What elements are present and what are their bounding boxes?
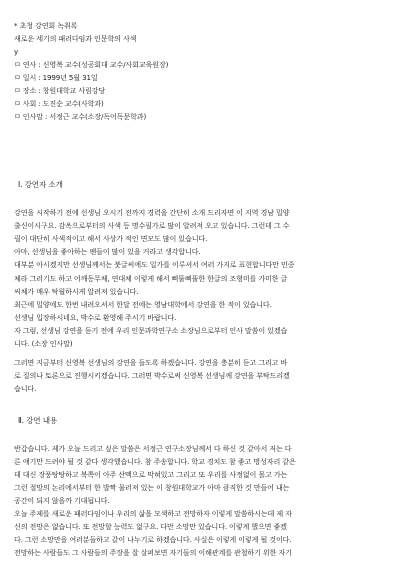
header-line: ㅁ 사회 : 도진순 교수(사학과): [14, 99, 104, 108]
header-line: 새로운 세기의 패러다임과 인문학의 사색: [14, 34, 137, 43]
header-line: * 초청 강연회 녹취록: [14, 21, 78, 30]
body-line: 그러면 지금부터 신영복 선생님의 강연을 들도록 하겠습니다. 강연을 충분히 듣고 그리고 바: [14, 358, 288, 367]
body-line: 반갑습니다. 제가 오늘 드리고 싶은 말씀은 서정근 연구소장님께서 다 하신 것 같아서 저는 다: [14, 444, 292, 453]
body-line: 최근에 밀양에도 한번 내려오셔서 한달 전에는 영남대학에서 강연을 한 적이 있습니다.: [14, 299, 272, 309]
body-line: 다. 그런 소망만을 여러분들하고 같이 나누기로 하겠습니다. 사실은 이렇게 이렇게 될 것이다.: [14, 535, 292, 544]
body-line: 신의 전망은 없습니다. 또 전망할 능력도 없구요. 다만 소망만 있습니다. 이렇게 했으면 좋겠: [14, 522, 287, 531]
header-line: ㅁ 인사말 : 서정근 교수(소장/독어독문학과): [14, 112, 147, 121]
body-line: 로 질의나 토론으로 진행시키겠습니다. 그러면 박수로써 신영복 선생님께 강연을 부탁드리겠: [14, 371, 290, 380]
body-line: 른 얘기만 드려야 될 것 같다 생각했습니다. 참 주송합니다. 학교 경치도 참 좋고 명성자리 같은: [14, 457, 296, 466]
header-line: ㅁ 연사 : 신영복 교수(성공회대 교수/사회교육원장): [14, 60, 169, 69]
body-line: 데 대신 장풍탕탕하고 북쪽이 아주 산맥으로 막혀있고 그리고 또 우리를 사정없이 몰고 가는: [14, 470, 288, 479]
body-line: 필이 대단히 사색적이고 해서 사상가 적인 면모도 많이 있습니다.: [14, 234, 208, 244]
body-line: 그런 절망의 논리에서부터 한 발짝 물러져 있는 이 창원대학교가 아마 큼직한 것 만들어 내는: [14, 483, 290, 492]
body-line: 강연을 시작하기 전에 선생님 오시기 전까지 경력을 간단히 소개 드리자면 이 지역 경남 밀양: [14, 208, 290, 217]
body-line: 전망하는 사람들도 그 사람들의 주장을 잘 살펴보면 자기들의 이해관계를 관철하기 위한 자기: [14, 548, 292, 557]
body-line: 대부분 아시겠지만 선생님께서는 붓글씨에도 일가를 이루셔서 여러 가지로 표현합니다만 민중: [14, 260, 295, 270]
header-line: ㅁ 일시 : 1999년 5월 31일: [14, 73, 98, 82]
body-line: 자 그럼, 선생님 강연을 듣기 전에 우리 인문과학연구소 소장님으로부터 인사 말씀이 있겠습: [14, 325, 288, 335]
body-line: 니다. (소장 인사말): [14, 339, 73, 348]
body-line: 습니다.: [14, 384, 37, 393]
header-line: ㅁ 장소 : 창원대학교 사림강당: [14, 86, 106, 95]
body-line: 씨체가 매우 탁월하시게 알려져 있습니다.: [14, 286, 139, 296]
body-line: 체라 그러기도 하고 어깨동무체, 연대체 이렇게 해서 삐뚤삐뚤한 한글의 조형미를 가미한 글: [14, 273, 288, 283]
body-line: 오늘 주제를 새로운 패러다임이나 우리의 삶을 모색하고 전망하자 이렇게 말씀하시는데 제 자: [14, 509, 292, 518]
body-line: 공간이 되지 않을까 기대됩니다.: [14, 496, 110, 505]
body-line: 아마, 선생님을 좋아하는 팬들이 많이 있을 거라고 생각합니다.: [14, 247, 201, 257]
section-title: Ⅱ. 강연 내용: [18, 416, 58, 425]
body-line: 선생님 입장하시네요, 박수로 환영해 주시기 바랍니다.: [14, 312, 177, 322]
body-line: 출신이시구요. 감옥으로부터의 사색 등 명수필가로 많이 알려져 오고 있습니다. 그런데 그 수: [14, 221, 290, 231]
section-title: Ⅰ. 강연자 소개: [18, 180, 63, 189]
header-line: y: [14, 47, 19, 56]
